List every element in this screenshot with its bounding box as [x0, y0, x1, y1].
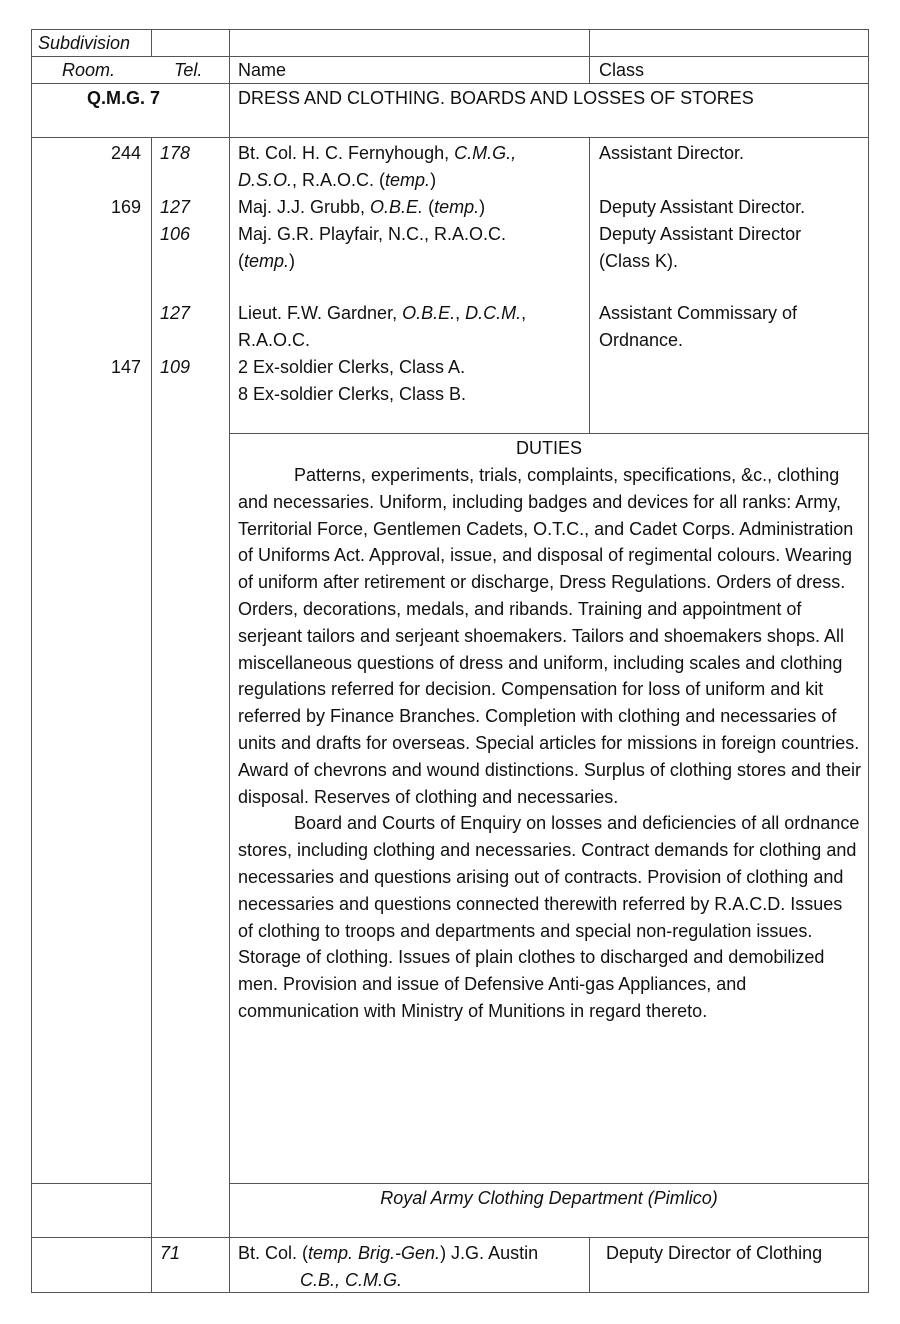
staff-name-continued: D.S.O., R.A.O.C. (temp.) [238, 170, 437, 190]
duties-text [238, 462, 862, 1025]
duties-paragraph: Board and Courts of Enquiry on losses and deficiencies of all ordnance stores, including clothing and necessaries. Contract demands for clothing and necessaries and questions arising out of contracts. Provision of clothing and necessaries and questions connected therewith referred by R.A.C.D. Issues of clothing to troops and departments and special non-regulation issues. Storage of clothing. Issues of plain clothes to discharged and demobilized men. Provision and issue of Defensive Anti-gas Appliances, and communication with Ministry of Munitions in regard thereto. [238, 813, 860, 1021]
staff-tel: 127 [160, 197, 191, 217]
department-class: Deputy Director of Clothing [606, 1243, 823, 1263]
staff-tel: 109 [160, 357, 191, 377]
staff-class-continued: Ordnance. [599, 330, 684, 350]
staff-tel: 178 [160, 143, 191, 163]
header-name: Name [238, 60, 287, 80]
department-tel: 71 [160, 1243, 181, 1263]
section-title: DRESS AND CLOTHING. BOARDS AND LOSSES OF STORES [238, 88, 754, 108]
staff-room: 147 [110, 357, 141, 377]
staff-name: Maj. J.J. Grubb, O.B.E. (temp.) [238, 197, 486, 217]
department-name-continued: C.B., C.M.G. [300, 1270, 403, 1290]
staff-name-continued: R.A.O.C. [238, 330, 311, 350]
staff-name: 2 Ex-soldier Clerks, Class A. [238, 357, 466, 377]
staff-name-continued: 8 Ex-soldier Clerks, Class B. [238, 384, 467, 404]
department-name: Bt. Col. (temp. Brig.-Gen.) J.G. Austin [238, 1243, 539, 1263]
staff-name-continued: (temp.) [238, 251, 296, 271]
staff-room: 169 [110, 197, 141, 217]
staff-class: Deputy Assistant Director. [599, 197, 806, 217]
department-title: Royal Army Clothing Department (Pimlico) [380, 1188, 718, 1208]
duties-heading: DUTIES [515, 438, 582, 458]
staff-tel: 106 [160, 224, 191, 244]
staff-class-continued: (Class K). [599, 251, 679, 271]
header-subdivision: Subdivision [38, 33, 131, 53]
staff-room: 244 [110, 143, 141, 163]
staff-name: Bt. Col. H. C. Fernyhough, C.M.G., [238, 143, 517, 163]
staff-tel: 127 [160, 303, 191, 323]
staff-name: Lieut. F.W. Gardner, O.B.E., D.C.M., [238, 303, 527, 323]
header-class: Class [599, 60, 645, 80]
section-code: Q.M.G. 7 [87, 88, 161, 108]
header-tel: Tel. [174, 60, 203, 80]
staff-name: Maj. G.R. Playfair, N.C., R.A.O.C. [238, 224, 507, 244]
staff-class: Assistant Commissary of [599, 303, 798, 323]
staff-class: Deputy Assistant Director [599, 224, 802, 244]
duties-paragraph: Patterns, experiments, trials, complaints, specifications, &c., clothing and necessaries. Uniform, including badges and devices for all ranks: Army, Territorial Force, Gentlemen Cadets, O.T.C., and Cadet Corps. Administration of Uniforms Act. Approval, issue, and disposal of regimental colours. Wearing of uniform after retirement or discharge, Dress Regulations. Orders of dress. Orders, decorations, medals, and ribands. Training and appointment of serjeant tailors and serjeant shoemakers. Tailors and shoemakers shops. All miscellaneous questions of dress and uniform, including scales and clothing regulations referred for decision. Compensation for loss of uniform and kit referred by Finance Branches. Completion with clothing and necessaries of units and drafts for overseas. Special articles for missions in foreign countries. Award of chevrons and wound distinctions. Surplus of clothing stores and their disposal. Reserves of clothing and necessaries. [238, 465, 862, 807]
header-room: Room. [62, 60, 116, 80]
staff-class: Assistant Director. [599, 143, 745, 163]
